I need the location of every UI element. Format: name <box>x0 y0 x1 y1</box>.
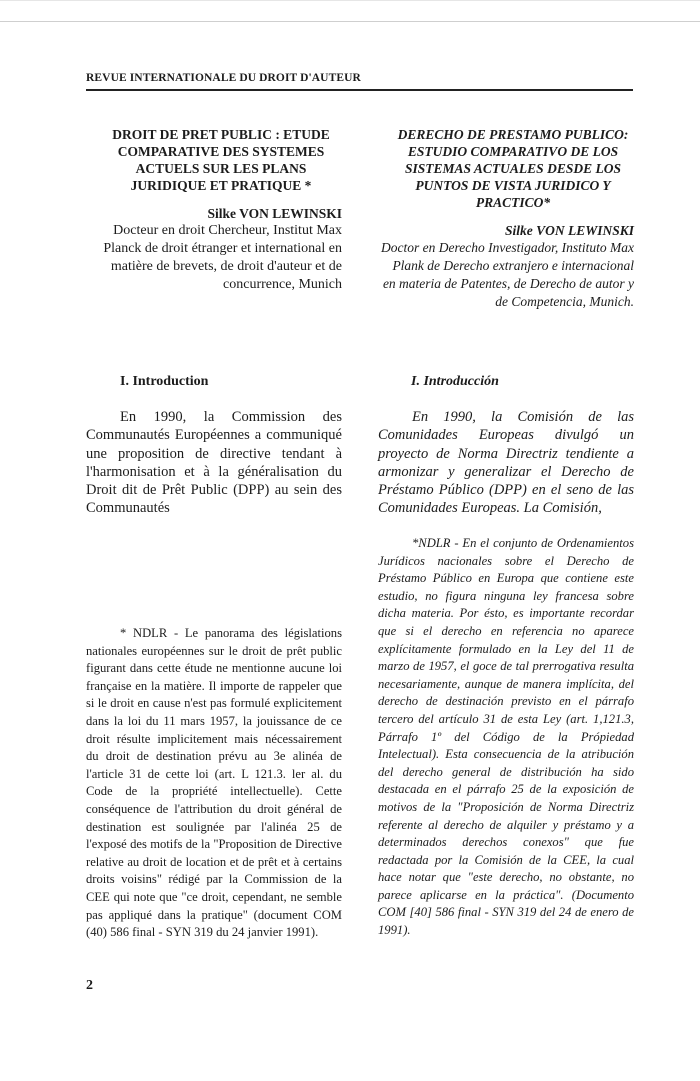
page-number: 2 <box>86 978 93 993</box>
section-heading-es: I. Introducción <box>411 374 499 389</box>
french-column <box>86 126 342 294</box>
author-name-fr: Silke VON LEWINSKI <box>207 206 342 221</box>
scan-top-rule <box>0 21 700 22</box>
article-title-fr: DROIT DE PRET PUBLIC : ETUDE COMPARATIVE DES SYSTEMES ACTUELS SUR LES PLANS JURIDIQUE ET PRATIQUE * <box>112 127 330 193</box>
article-title-es: DERECHO DE PRESTAMO PUBLICO: ESTUDIO COMPARATIVO DE LOS SISTEMAS ACTUALES DESDE LOS PUNTOS DE VISTA JURIDICO Y PRACTICO* <box>397 127 629 210</box>
running-head: REVUE INTERNATIONALE DU DROIT D'AUTEUR <box>86 72 361 84</box>
intro-paragraph-es: En 1990, la Comisión de las Comunidades Europeas divulgó un proyecto de Norma Directriz tendiente a armonizar y generalizar el Derecho de Préstamo Público (DPP) en el seno de las Comunidades Europeas. La Comisión, <box>378 409 634 517</box>
header-rule <box>86 89 633 91</box>
footnote-es: *NDLR - En el conjunto de Ordenamientos Jurídicos nacionales sobre el Derecho de Préstamo Público en Europa que contiene este estudio, no figura ninguna ley francesa sobre dicha materia. Por ésto, es importante recordar que si el derecho en referencia no aparece explícitamente formulado en la Ley del 11 de marzo de 1957, el goce de tal prerrogativa resulta necesariamente, aunque de manera implícita, del derecho de destinación previsto en el párrafo tercero del artículo 31 de esta Ley (art. 1,121.3, Párrafo 1º del Código de la Própiedad Intelectual). Esta consecuencia de la atribución del derecho general de distribución ha sido destacada en el párrafo 25 de la exposición de motivos de la "Proposición de Norma Directriz referente al derecho de alquiler y préstamo y a determinados derechos conexos" que fue redactada por la Comisión de la CEE, la cual hace notar que "este derecho, no obstante, no parece aplicarse en la práctica". (Documento COM [40] 586 final - SYN 319 del 24 de enero de 1991). <box>378 536 634 938</box>
footnote-fr: * NDLR - Le panorama des législations nationales européennes sur le droit de prêt public figurant dans cette étude ne mentionne aucune loi française en la matière. Il importe de rappeler que si le droit en cause n'est pas formulé explicitement dans la loi du 11 mars 1957, la jouissance de ce droit résulte implicitement mais nécessairement du droit de destination prévu au 3e alinéa de l'article 31 de cette loi (art. L 121.3. ler al. du Code de la propriété intellectuelle). Cette conséquence de l'attribution du droit général de destination est soulignée par l'alinéa 25 de l'exposé des motifs de la "Proposition de Directive relative au droit de location et de prêt et à certains droits voisins" rédigé par la Commission de la CEE qui note que "ce droit, cependant, ne semble pas appliqué dans la pratique" (document COM (40) 586 final - SYN 319 du 24 janvier 1991). <box>86 626 342 940</box>
intro-paragraph-fr: En 1990, la Commission des Communautés Européennes a communiqué une proposition de directive tendant à l'harmonisation et à la généralisation du Droit dit de Prêt Public (DPP) au sein des Communautés <box>86 409 342 517</box>
scan-edge-line <box>0 0 700 1</box>
author-affiliation-fr: Docteur en droit Chercheur, Institut Max Planck de droit étranger et international en matière de brevets, de droit d'auteur et de concurrence, Munich <box>103 223 342 292</box>
section-heading-fr: I. Introduction <box>120 374 209 389</box>
spanish-column <box>378 126 634 311</box>
author-name-es: Silke VON LEWINSKI <box>504 223 634 238</box>
author-affiliation-es: Doctor en Derecho Investigador, Instituto Max Plank de Derecho extranjero e internacional en materia de Patentes, de Derecho de autor y de Competencia, Munich. <box>381 240 634 309</box>
